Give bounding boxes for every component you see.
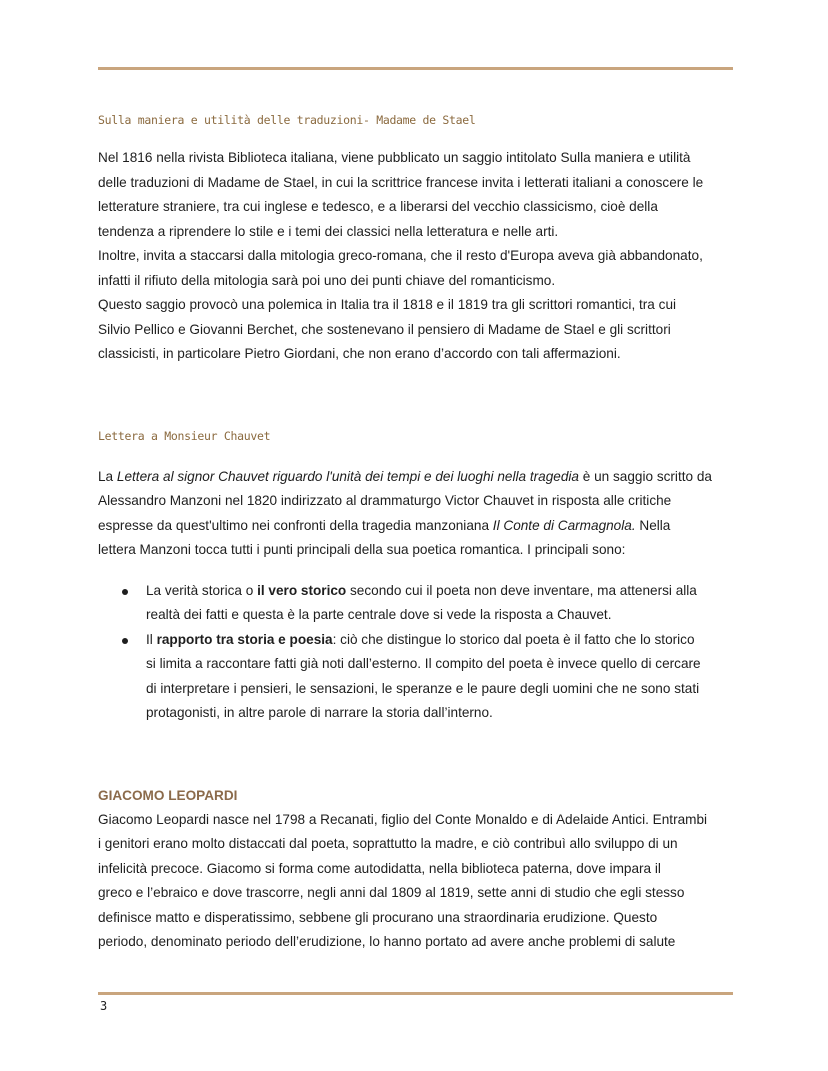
section-heading-chauvet: Lettera a Monsieur Chauvet (98, 429, 271, 443)
text-line: Nel 1816 nella rivista Biblioteca italiana, viene pubblicato un saggio intitolato Sulla maniera e utilità (98, 150, 691, 165)
text-line (98, 517, 670, 535)
text: : ciò che distingue lo storico dal poeta è il fatto che lo storico (332, 632, 695, 647)
text-line (98, 468, 712, 486)
section-heading-leopardi: GIACOMO LEOPARDI (98, 788, 238, 803)
footer-rule (98, 992, 733, 995)
text-line: definisce matto e disperatissimo, sebbene gli procurano una straordinaria erudizione. Questo (98, 910, 658, 925)
text-line: delle traduzioni di Madame de Stael, in cui la scrittrice francese invita i letterati italiani a conoscere le (98, 175, 704, 190)
list-item-line (146, 631, 695, 649)
list-item-line (146, 582, 697, 600)
list-item-line: realtà dei fatti e questa è la parte centrale dove si vede la risposta a Chauvet. (146, 607, 612, 622)
text-line: greco e l’ebraico e dove trascorre, negli anni dal 1809 al 1819, sette anni di studio che egli stesso (98, 885, 685, 900)
text-line: lettera Manzoni tocca tutti i punti principali della sua poetica romantica. I principali sono: (98, 542, 626, 557)
text-line: Giacomo Leopardi nasce nel 1798 a Recanati, figlio del Conte Monaldo e di Adelaide Antici. Entrambi (98, 812, 708, 827)
text-line: Questo saggio provocò una polemica in Italia tra il 1818 e il 1819 tra gli scrittori romantici, tra cui (98, 297, 677, 312)
text-line: Alessandro Manzoni nel 1820 indirizzato al drammaturgo Victor Chauvet in risposta alle critiche (98, 493, 672, 508)
list-item-line: di interpretare i pensieri, le sensazioni, le speranze e le paure degli uomini che ne sono stati (146, 681, 700, 696)
text-line: Inoltre, invita a staccarsi dalla mitologia greco-romana, che il resto d'Europa aveva già abbandonato, (98, 248, 703, 263)
section-heading-stael: Sulla maniera e utilità delle traduzioni- Madame de Stael (98, 113, 476, 127)
header-rule (98, 67, 733, 70)
list-item-line: protagonisti, in altre parole di narrare la storia dall’interno. (146, 705, 493, 720)
text: La (98, 469, 117, 484)
text-line: tendenza a riprendere lo stile e i temi dei classici nella letteratura e nelle arti. (98, 224, 559, 239)
list-item-line: si limita a raccontare fatti già noti dall’esterno. Il compito del poeta è invece quello di cercare (146, 656, 701, 671)
text: Il (146, 632, 157, 647)
bullet-icon (122, 638, 128, 644)
text: secondo cui il poeta non deve inventare, ma attenersi alla (346, 583, 697, 598)
text-line: periodo, denominato periodo dell’erudizione, lo hanno portato ad avere anche problemi di salute (98, 934, 676, 949)
text: Nella (635, 518, 671, 533)
italic-title: Il Conte di Carmagnola. (492, 518, 636, 533)
page-number: 3 (100, 999, 108, 1013)
text: è un saggio scritto da (578, 469, 712, 484)
text-line: Silvio Pellico e Giovanni Berchet, che sostenevano il pensiero di Madame de Stael e gli scrittori (98, 322, 671, 337)
bullet-icon (122, 589, 128, 595)
text-line: i genitori erano molto distaccati dal poeta, soprattutto la madre, e ciò contribuì allo sviluppo di un (98, 836, 678, 851)
text-line: classicisti, in particolare Pietro Giordani, che non erano d’accordo con tali affermazioni. (98, 346, 621, 361)
text: espresse da quest'ultimo nei confronti della tragedia manzoniana (98, 518, 493, 533)
italic-title: Lettera al signor Chauvet riguardo l'unità dei tempi e dei luoghi nella tragedia (116, 469, 579, 484)
text-line: infatti il rifiuto della mitologia sarà poi uno dei punti chiave del romanticismo. (98, 273, 556, 288)
bold-term: rapporto tra storia e poesia (156, 632, 333, 647)
text-line: letterature straniere, tra cui inglese e tedesco, e a liberarsi del vecchio classicismo, cioè della (98, 199, 658, 214)
bold-term: il vero storico (257, 583, 347, 598)
text: La verità storica o (146, 583, 258, 598)
text-line: infelicità precoce. Giacomo si forma come autodidatta, nella biblioteca paterna, dove impara il (98, 861, 661, 876)
